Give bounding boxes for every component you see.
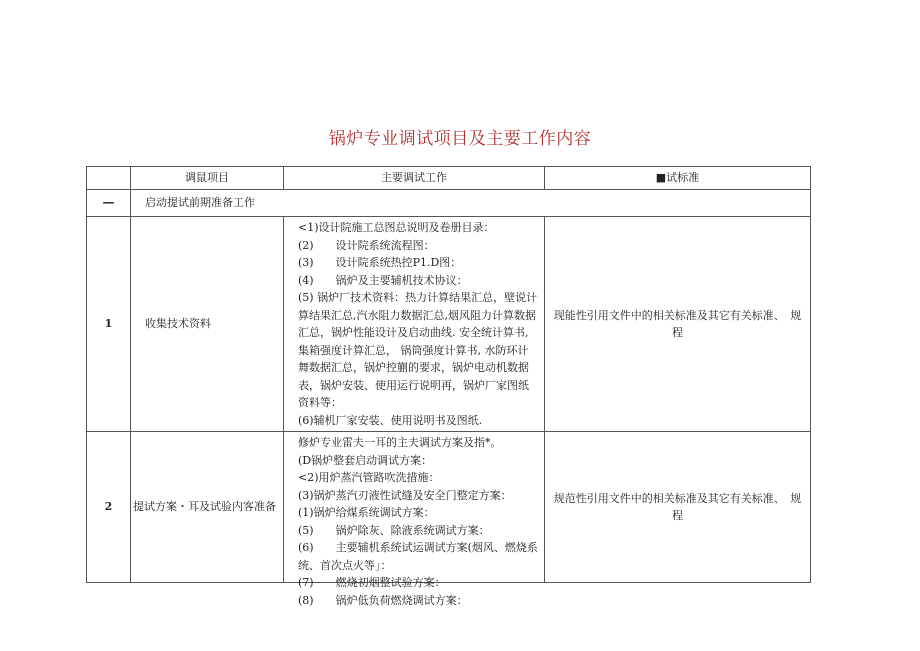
work-line: (4) 锅炉及主要辅机技术协议： [298, 273, 468, 287]
row-item: 提试方案・耳及试验内客准备 [131, 432, 284, 583]
header-standard: ■试标准 [545, 167, 811, 190]
header-main-work: 主要调试工作 [284, 167, 545, 190]
work-line: (2) 设计院系统流程图： [298, 238, 435, 252]
page-title: 锅炉专业调试项目及主要工作内容 [328, 129, 592, 149]
work-line: (5) 锅炉除灰、除液系统调试方案： [298, 523, 490, 537]
work-line: <2)用炉蒸汽管路吹洗措施： [298, 471, 440, 484]
debug-items-table [86, 166, 811, 607]
table-header-row [87, 167, 811, 190]
work-line: (3) 设计院系统热控P1.D图： [298, 256, 462, 269]
work-line: (7) 燃烧初烟整试验方案： [298, 576, 446, 589]
row-standard: 规范性引用文件中的相关标准及其它有关标准、 规程 [545, 432, 811, 583]
work-line: (5) 锅炉厂技术资料：热力计算结果汇总，壁说计算结果汇总,汽水阻力数据汇总,烟风阻力计算数据汇总，锅炉性能设计及启动曲线. 安全统计算书, 集箱强度计算汇总， 锅筒强度计算书, 水防环计舞数据汇总，锅炉控蒯的要求，锅炉电动机数据表，锅炉安装、使用运行说明再，锅炉厂家图纸资料等： [298, 291, 538, 409]
work-list-clip [298, 434, 538, 607]
row-work-list [284, 217, 545, 432]
header-item: 调鼠项目 [131, 167, 284, 190]
work-line: (8) 锅炉低负荷燃烧调试方案： [298, 593, 468, 607]
row-standard: 现能性引用文件中的相关标准及其它有关标准、 规程 [545, 217, 811, 432]
table-row [87, 217, 811, 432]
table-row [87, 432, 811, 583]
section-row [87, 190, 811, 217]
work-line: (6)辅机厂家安装、使用说明书及图纸. [298, 413, 483, 427]
work-line: (6) 主要辅机系统试运调试方案(烟风、燃烧系统、首次点火等」： [298, 541, 538, 572]
header-number [87, 167, 131, 190]
work-line: (1)锅炉给煤系统调试方案： [298, 506, 435, 519]
section-marker: — [87, 190, 131, 217]
row-number: 2 [87, 432, 131, 583]
work-line: 修炉专业雷夫一耳的主夫调试方案及指*。 [298, 436, 502, 449]
work-line: (D锅炉整套启动调试方案： [298, 453, 433, 467]
row-number: 1 [87, 217, 131, 432]
row-item: 收集技术资料 [131, 217, 284, 432]
section-label: 启动提试前期准备工作 [131, 190, 811, 217]
work-line: (3)锅炉蒸汽刃液性试缝及安全门整定方案： [298, 488, 512, 502]
row-work-list [284, 432, 545, 607]
work-line: <1)设计院施工总图总说明及卷册目录： [298, 221, 495, 234]
